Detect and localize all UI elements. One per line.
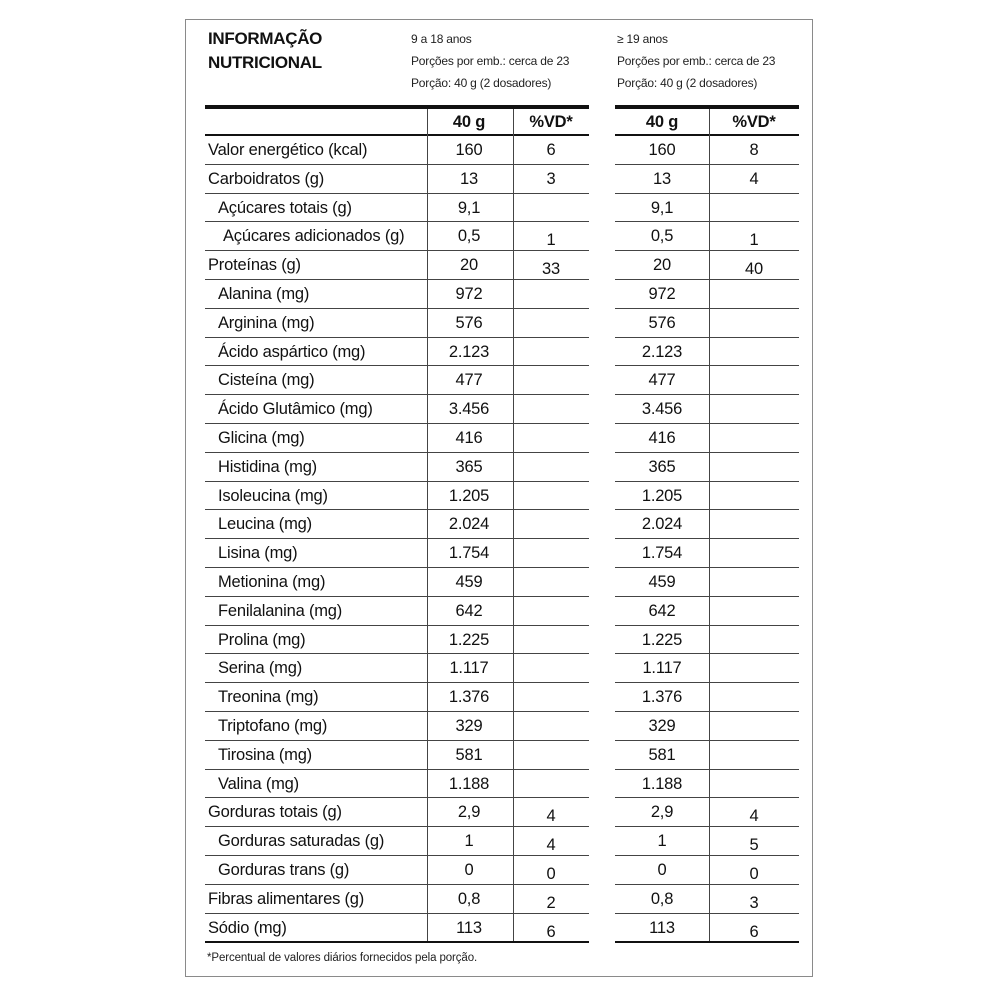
dv-value-19-plus xyxy=(709,654,799,682)
amount-value-19-plus: 13 xyxy=(653,169,671,188)
nutrient-name: Sódio (mg) xyxy=(208,918,287,937)
nutrient-name: Tirosina (mg) xyxy=(218,745,312,764)
nutrient-name: Fenilalanina (mg) xyxy=(218,601,343,620)
nutrient-name: Prolina (mg) xyxy=(218,630,306,649)
dv-value-9-18 xyxy=(513,194,589,222)
nutrient-name: Carboidratos (g) xyxy=(208,169,325,188)
amount-value-9-18: 1.754 xyxy=(448,544,490,563)
dv-value-9-18 xyxy=(513,510,589,538)
dv-value-19-plus xyxy=(709,309,799,337)
title-line-1: INFORMAÇÃO xyxy=(208,29,323,48)
nutrient-name: Glicina (mg) xyxy=(218,429,305,447)
dv-value-9-18: 3 xyxy=(546,169,556,188)
dv-value-19-plus: 4 xyxy=(749,169,759,188)
dv-header-right: %VD* xyxy=(732,113,776,131)
amount-value-19-plus: 642 xyxy=(648,601,676,620)
nutrient-name: Açúcares adicionados (g) xyxy=(223,227,405,246)
dv-value-19-plus xyxy=(709,712,799,740)
amount-value-19-plus: 365 xyxy=(648,457,676,476)
nutrient-name: Gorduras trans (g) xyxy=(218,861,350,879)
dv-value-9-18: 4 xyxy=(546,836,556,855)
column-divider xyxy=(427,109,428,942)
nutrient-name: Lisina (mg) xyxy=(218,544,298,563)
dv-value-9-18: 4 xyxy=(546,807,556,826)
amount-value-19-plus: 20 xyxy=(653,256,671,275)
amount-value-9-18: 0,5 xyxy=(457,227,481,246)
dv-value-19-plus xyxy=(709,453,799,481)
dv-value-19-plus xyxy=(709,482,799,510)
nutrient-name: Valor energético (kcal) xyxy=(208,141,368,159)
amount-value-9-18: 3.456 xyxy=(448,400,490,419)
bottom-rule-right xyxy=(615,941,799,943)
amount-value-19-plus: 1.376 xyxy=(641,688,683,707)
dv-value-9-18: 0 xyxy=(546,865,556,883)
dv-value-9-18: 6 xyxy=(546,922,556,941)
group-header-9-18 xyxy=(411,28,569,94)
dv-value-19-plus xyxy=(709,568,799,596)
dv-value-9-18: 1 xyxy=(546,231,556,250)
nutrition-title xyxy=(208,27,322,75)
dv-value-19-plus xyxy=(709,424,799,452)
dv-value-9-18 xyxy=(513,741,589,769)
amount-value-19-plus: 329 xyxy=(648,717,676,735)
dv-value-9-18 xyxy=(513,568,589,596)
group-portion: Porção: 40 g (2 dosadores) xyxy=(411,76,552,90)
amount-value-9-18: 416 xyxy=(455,429,483,447)
dv-value-19-plus: 5 xyxy=(749,836,759,855)
nutrient-name: Metionina (mg) xyxy=(218,573,326,591)
column-divider xyxy=(513,109,514,942)
dv-value-19-plus xyxy=(709,626,799,654)
amount-value-19-plus: 0,5 xyxy=(650,227,674,246)
nutrient-name: Isoleucina (mg) xyxy=(218,486,328,505)
dv-value-9-18 xyxy=(513,482,589,510)
dv-value-9-18 xyxy=(513,453,589,481)
dv-value-9-18 xyxy=(513,338,589,366)
amount-value-19-plus: 1 xyxy=(657,832,667,851)
amount-value-9-18: 0 xyxy=(464,861,474,879)
nutrient-name: Serina (mg) xyxy=(218,659,302,678)
amount-value-19-plus: 1.117 xyxy=(642,659,682,678)
nutrient-name: Triptofano (mg) xyxy=(218,717,328,735)
amount-value-9-18: 9,1 xyxy=(457,198,481,217)
group-servings: Porções por emb.: cerca de 23 xyxy=(617,54,776,68)
dv-value-9-18 xyxy=(513,280,589,308)
dv-value-19-plus: 4 xyxy=(749,807,759,826)
amount-value-9-18: 972 xyxy=(455,285,483,303)
dv-value-19-plus xyxy=(709,683,799,711)
dv-value-9-18 xyxy=(513,395,589,423)
group-portion: Porção: 40 g (2 dosadores) xyxy=(617,76,758,90)
amount-value-19-plus: 477 xyxy=(648,371,676,390)
amount-header-left: 40 g xyxy=(452,113,486,131)
group-age-label: ≥ 19 anos xyxy=(617,32,668,46)
amount-value-19-plus: 1.205 xyxy=(641,486,683,505)
amount-value-9-18: 0,8 xyxy=(457,889,481,908)
amount-value-19-plus: 160 xyxy=(648,141,676,159)
dv-value-19-plus xyxy=(709,338,799,366)
dv-value-19-plus: 40 xyxy=(745,260,763,279)
nutrient-name: Açúcares totais (g) xyxy=(218,198,352,217)
amount-value-19-plus: 2,9 xyxy=(650,803,674,822)
nutrient-name: Valina (mg) xyxy=(218,774,299,793)
dv-value-19-plus xyxy=(709,510,799,538)
dv-value-19-plus xyxy=(709,280,799,308)
amount-value-19-plus: 0,8 xyxy=(650,889,674,908)
amount-value-9-18: 1.225 xyxy=(448,630,490,649)
amount-value-19-plus: 1.225 xyxy=(641,630,683,649)
amount-value-9-18: 1.188 xyxy=(448,774,490,793)
dv-value-19-plus: 8 xyxy=(749,141,759,159)
group-header-19-plus xyxy=(617,28,775,94)
dv-value-9-18 xyxy=(513,626,589,654)
dv-value-9-18 xyxy=(513,712,589,740)
dv-value-9-18 xyxy=(513,366,589,394)
nutrient-name: Leucina (mg) xyxy=(218,515,312,534)
dv-value-19-plus xyxy=(709,539,799,567)
amount-value-19-plus: 3.456 xyxy=(641,400,683,419)
amount-value-19-plus: 581 xyxy=(648,745,676,764)
amount-value-19-plus: 459 xyxy=(648,573,676,591)
amount-value-9-18: 1.117 xyxy=(449,659,489,678)
amount-value-19-plus: 0 xyxy=(657,861,667,879)
dv-value-19-plus xyxy=(709,395,799,423)
dv-value-9-18 xyxy=(513,539,589,567)
nutrient-name: Cisteína (mg) xyxy=(218,371,315,390)
dv-value-19-plus xyxy=(709,597,799,625)
amount-value-9-18: 1.376 xyxy=(448,688,490,707)
dv-value-19-plus: 1 xyxy=(749,231,759,250)
nutrient-name: Ácido Glutâmico (mg) xyxy=(218,400,373,419)
nutrient-name: Fibras alimentares (g) xyxy=(208,889,365,908)
dv-value-19-plus: 0 xyxy=(749,865,759,883)
amount-value-9-18: 581 xyxy=(455,745,483,764)
amount-value-19-plus: 2.024 xyxy=(641,515,683,534)
amount-value-9-18: 642 xyxy=(455,601,483,620)
group-age-label: 9 a 18 anos xyxy=(411,32,472,46)
dv-value-9-18: 2 xyxy=(546,893,556,912)
nutrient-name: Treonina (mg) xyxy=(218,688,319,707)
amount-value-9-18: 2,9 xyxy=(457,803,481,822)
nutrient-name: Arginina (mg) xyxy=(218,313,315,332)
amount-value-9-18: 459 xyxy=(455,573,483,591)
amount-value-9-18: 477 xyxy=(455,371,483,390)
amount-value-9-18: 13 xyxy=(460,169,478,188)
amount-value-9-18: 576 xyxy=(455,313,483,332)
dv-value-9-18 xyxy=(513,597,589,625)
nutrient-name: Alanina (mg) xyxy=(218,285,310,303)
amount-value-9-18: 2.123 xyxy=(448,342,490,361)
dv-value-9-18 xyxy=(513,683,589,711)
dv-value-9-18 xyxy=(513,424,589,452)
nutrient-name: Gorduras saturadas (g) xyxy=(218,832,385,851)
amount-value-9-18: 329 xyxy=(455,717,483,735)
amount-value-9-18: 365 xyxy=(455,457,483,476)
amount-value-9-18: 20 xyxy=(460,256,478,275)
dv-value-9-18 xyxy=(513,309,589,337)
column-divider xyxy=(709,109,710,942)
amount-value-19-plus: 972 xyxy=(648,285,676,303)
amount-value-19-plus: 416 xyxy=(648,429,676,447)
amount-header-right: 40 g xyxy=(645,113,679,131)
nutrient-name: Proteínas (g) xyxy=(208,256,301,275)
amount-value-19-plus: 576 xyxy=(648,313,676,332)
dv-value-9-18 xyxy=(513,770,589,798)
dv-value-19-plus: 6 xyxy=(749,922,759,941)
dv-value-19-plus xyxy=(709,366,799,394)
dv-value-9-18: 6 xyxy=(546,141,556,159)
nutrient-name: Gorduras totais (g) xyxy=(208,803,342,822)
dv-value-9-18 xyxy=(513,654,589,682)
dv-value-9-18: 33 xyxy=(542,260,560,279)
amount-value-9-18: 113 xyxy=(456,918,482,937)
amount-value-19-plus: 9,1 xyxy=(650,198,674,217)
dv-value-19-plus xyxy=(709,194,799,222)
nutrient-name: Histidina (mg) xyxy=(218,457,317,476)
dv-value-19-plus xyxy=(709,770,799,798)
group-servings: Porções por emb.: cerca de 23 xyxy=(411,54,570,68)
title-line-2: NUTRICIONAL xyxy=(208,53,322,72)
amount-value-9-18: 1 xyxy=(464,832,474,851)
amount-value-19-plus: 1.754 xyxy=(641,544,683,563)
footnote: *Percentual de valores diários fornecidos pela porção. xyxy=(207,952,478,964)
amount-value-19-plus: 113 xyxy=(649,918,675,937)
amount-value-19-plus: 1.188 xyxy=(641,774,683,793)
dv-value-19-plus xyxy=(709,741,799,769)
amount-value-19-plus: 2.123 xyxy=(641,342,683,361)
nutrient-name: Ácido aspártico (mg) xyxy=(218,342,366,361)
amount-value-9-18: 1.205 xyxy=(448,486,490,505)
amount-value-9-18: 160 xyxy=(455,141,483,159)
dv-value-19-plus: 3 xyxy=(749,893,759,912)
dv-header-left: %VD* xyxy=(529,113,573,131)
amount-value-9-18: 2.024 xyxy=(448,515,490,534)
bottom-rule-left xyxy=(205,941,589,943)
